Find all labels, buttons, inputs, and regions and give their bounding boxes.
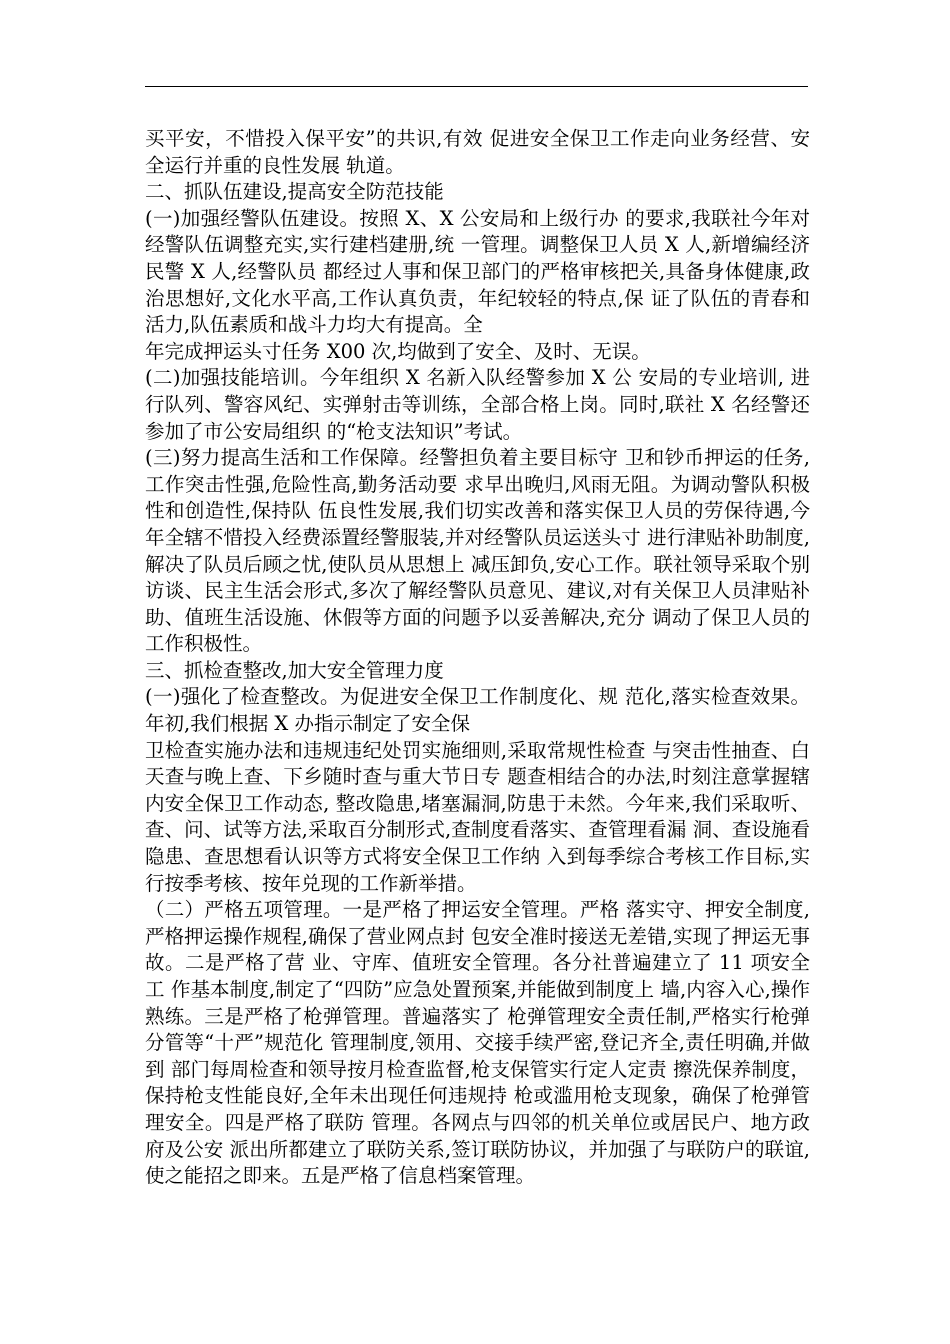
paragraph-2-1: (一)加强经警队伍建设。按照 X、X 公安局和上级行办 的要求,我联社今年对经警队伍调整充实,实行建档建册,统 一管理。调整保卫人员 X 人,新增编经济民警 X 人,经警队员 都经过人事和保卫部门的严格审核把关,具备身体健康,政 治思想好,文化水平高,工作认真负责，年纪较轻的特点,保 证了队伍的青春和活力,队伍素质和战斗力均大有提高。全 — [145, 206, 810, 337]
section-heading-3: 三、抓检查整改,加大安全管理力度 — [145, 658, 444, 682]
paragraph-2-1-continuation: 年完成押运头寸任务 X00 次,均做到了安全、及时、无误。 — [145, 339, 651, 363]
paragraph-3-1: (一)强化了检查整改。为促进安全保卫工作制度化、规 范化,落实检查效果。年初,我们根据 X 办指示制定了安全保 — [145, 685, 810, 736]
paragraph-3-2: （二）严格五项管理。一是严格了押运安全管理。严格 落实守、押安全制度,严格押运操作规程,确保了营业网点封 包安全准时接送无差错,实现了押运无事故。二是严格了营 业、守库、值班安全管理。各分社普遍建立了 11 项安全工 作基本制度,制定了“四防”应急处置预案,并能做到制度上 墙,内容入心,操作熟练。三是严格了枪弹管理。普遍落实了 枪弹管理安全责任制,严格实行枪弹分管等“十严”规范化 管理制度,领用、交接手续严密,登记齐全,责任明确,并做到 部门每周检查和领导按月检查监督,枪支保管实行定人定责 擦洗保养制度，保持枪支性能良好,全年未出现任何违规持 枪或滥用枪支现象，确保了枪弹管理安全。四是严格了联防 管理。各网点与四邻的机关单位或居民户、地方政府及公安 派出所都建立了联防关系,签订联防协议，并加强了与联防户的联谊,使之能招之即来。五是严格了信息档案管理。 — [145, 898, 810, 1188]
paragraph-intro-continuation: 买平安，不惜投入保平安”的共识,有效 促进安全保卫工作走向业务经营、安全运行并重的良性发展 轨道。 — [145, 127, 810, 177]
header-rule — [145, 86, 808, 87]
paragraph-3-1-continuation: 卫检查实施办法和违规违纪处罚实施细则,采取常规性检查 与突击性抽查、白天查与晚上查、下乡随时查与重大节日专 题查相结合的办法,时刻注意掌握辖内安全保卫工作动态, 整改隐患,堵塞漏洞,防患于未然。今年来,我们采取听、查、问、试等方法,采取百分制形式,查制度看落实、查管理看漏 洞、查设施看隐患、查思想看认识等方式将安全保卫工作纳 入到每季综合考核工作目标,实行按季考核、按年兑现的工作新举措。 — [145, 738, 810, 895]
paragraph-2-3: (三)努力提高生活和工作保障。经警担负着主要目标守 卫和钞币押运的任务,工作突击性强,危险性高,勤务活动要 求早出晚归,风雨无阻。为调动警队积极性和创造性,保持队 伍良性发展,我们切实改善和落实保卫人员的劳保待遇,今 年全辖不惜投入经费添置经警服装,并对经警队员运送头寸 进行津贴补助制度,解决了队员后顾之忧,使队员从思想上 减压卸负,安心工作。联社领导采取个别访谈、民主生活会形式,多次了解经警队员意见、建议,对有关保卫人员津贴补 助、值班生活设施、休假等方面的问题予以妥善解决,充分 调动了保卫人员的工作积极性。 — [145, 446, 810, 656]
section-heading-2: 二、抓队伍建设,提高安全防范技能 — [145, 180, 444, 204]
paragraph-2-2: (二)加强技能培训。今年组织 X 名新入队经警参加 X 公 安局的专业培训, 进行队列、警容风纪、实弹射击等训练，全部合格上岗。同时,联社 X 名经警还参加了市公安局组织 的“枪支法知识”考试。 — [145, 366, 810, 443]
document-body — [145, 126, 810, 1190]
